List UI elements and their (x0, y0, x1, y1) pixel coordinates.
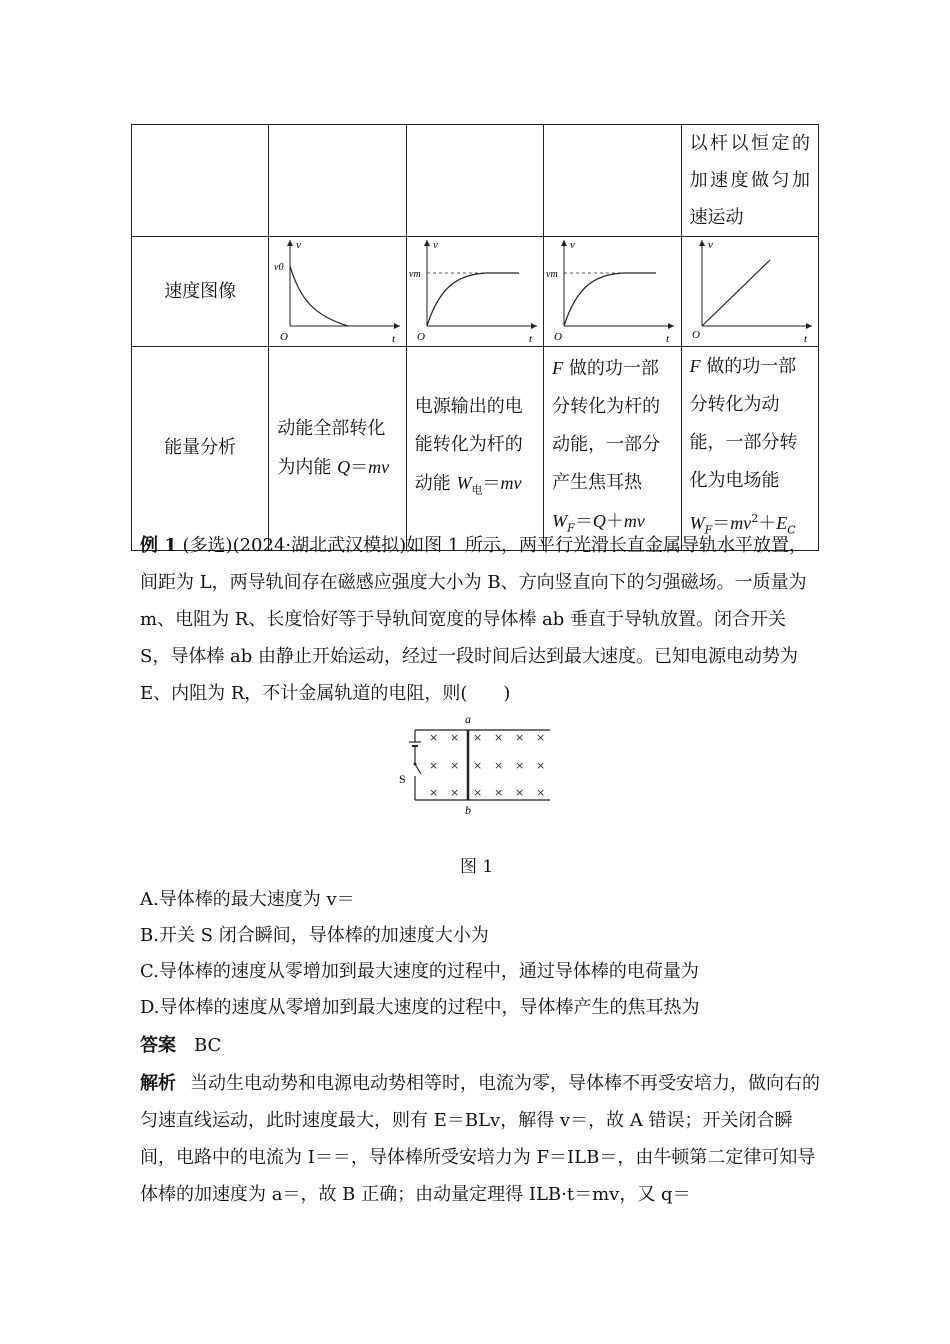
option-d: D.导体棒的速度从零增加到最大速度的过程中，导体棒产生的焦耳热为 (140, 997, 700, 1018)
axis-v-label: v (295, 238, 301, 251)
magnetic-field-crosses (429, 731, 545, 799)
energy-1-text: 动能全部转化为内能 Q＝mv (277, 417, 390, 478)
figure-caption: 图 1 (460, 857, 494, 877)
row-label-velocity: 速度图像 (132, 237, 269, 347)
v0-label: v0 (273, 261, 284, 273)
svg-text:×: × (473, 786, 483, 799)
row-label-energy: 能量分析 (132, 347, 269, 551)
cell-graph-1 (269, 237, 406, 347)
cell-empty (269, 125, 406, 237)
svg-text:×: × (536, 731, 546, 744)
vm-label: vm (546, 268, 559, 280)
energy-3-text: F 做的功一部分转化为杆的动能，一部分产生焦耳热 $W_F=Q+mv$ (552, 358, 661, 535)
answer-label: 答案 (140, 1035, 176, 1056)
answer-value: BC (194, 1035, 222, 1056)
axis-v-label: v (570, 238, 576, 251)
axis-t-label: t (803, 332, 807, 345)
svg-text:×: × (450, 759, 460, 772)
origin-label: O (279, 330, 288, 343)
answer-line (140, 1034, 221, 1058)
origin-label: O (554, 330, 563, 343)
circuit-figure (395, 712, 560, 818)
velocity-graph-linear (682, 238, 818, 346)
motion-desc-text: 以杆以恒定的加速度做匀加速运动 (689, 133, 810, 228)
cell-graph-3 (544, 237, 681, 347)
svg-text:×: × (494, 731, 504, 744)
cell-graph-4 (681, 237, 818, 347)
comparison-table (131, 124, 819, 551)
svg-text:×: × (473, 731, 483, 744)
svg-text:×: × (536, 786, 546, 799)
axis-v-label: v (432, 238, 438, 251)
label-s: S (399, 772, 406, 786)
svg-text:×: × (536, 759, 546, 772)
svg-text:×: × (473, 759, 483, 772)
svg-text:×: × (515, 786, 525, 799)
axis-v-label: v (707, 238, 713, 251)
svg-text:×: × (494, 786, 504, 799)
origin-label: O (416, 330, 425, 343)
svg-text:×: × (429, 731, 439, 744)
velocity-graph-saturate (544, 238, 680, 346)
svg-text:×: × (429, 759, 439, 772)
axis-t-label: t (528, 332, 533, 345)
cell-energy-2 (406, 347, 543, 551)
axis-t-label: t (666, 332, 670, 345)
velocity-graph-decay (270, 238, 406, 346)
label-a: a (465, 712, 471, 726)
cell-empty (132, 125, 269, 237)
cell-energy-3 (544, 347, 681, 551)
option-a: A.导体棒的最大速度为 v＝ (140, 889, 355, 910)
svg-text:×: × (515, 731, 525, 744)
origin-label: O (691, 328, 700, 341)
cell-motion-desc (681, 125, 818, 237)
svg-text:×: × (429, 786, 439, 799)
velocity-graph-saturate (407, 238, 543, 346)
analysis-text: 当动生电动势和电源电动势相等时，电流为零，导体棒不再受安培力，做向右的匀速直线运动，此时速度最大，则有 E＝BLv，解得 v＝，故 A 错误；开关闭合瞬间，电路中的电流为 I＝＝，导体棒所受安培力为 F＝ILB＝，由牛顿第二定律可知导体棒的加速度为 a＝，故 B 正确；由动量定理得 ILB·t＝mv，又 q＝ (140, 1073, 820, 1205)
cell-energy-1 (269, 347, 406, 551)
svg-text:×: × (494, 759, 504, 772)
svg-text:×: × (450, 786, 460, 799)
energy-2-text: 电源输出的电能转化为杆的动能 $W_电=mv$ (414, 395, 523, 497)
option-c: C.导体棒的速度从零增加到最大速度的过程中，通过导体棒的电荷量为 (140, 961, 699, 982)
cell-energy-4 (681, 347, 818, 551)
svg-text:×: × (450, 731, 460, 744)
energy-4-text: F 做的功一部分转化为动能，一部分转化为电场能 $W_F=mv^2+E_C$ (689, 356, 798, 537)
example-text: (多选)(2024·湖北武汉模拟)如图 1 所示，两平行光滑长直金属导轨水平放置，间距为 L，两导轨间存在磁感应强度大小为 B、方向竖直向下的匀强磁场。一质量为 m、电阻为 R、长度恰好等于导轨间宽度的导体棒 ab 垂直于导轨放置。闭合开关 S，导体棒 ab 由静止开始运动，经过一段时间后达到最大速度。已知电源电动势为 E、内阻为 R，不计金属轨道的电阻，则( ) (140, 535, 808, 704)
example-label: 例 1 (140, 535, 177, 556)
vm-label: vm (408, 268, 421, 280)
example-paragraph (140, 527, 820, 712)
svg-text:×: × (515, 759, 525, 772)
option-b: B.开关 S 闭合瞬间，导体棒的加速度大小为 (140, 925, 489, 946)
cell-empty (544, 125, 681, 237)
cell-empty (406, 125, 543, 237)
analysis-paragraph (140, 1065, 820, 1213)
label-b: b (465, 803, 471, 817)
axis-t-label: t (391, 332, 395, 345)
analysis-label: 解析 (140, 1073, 176, 1094)
cell-graph-2 (406, 237, 543, 347)
